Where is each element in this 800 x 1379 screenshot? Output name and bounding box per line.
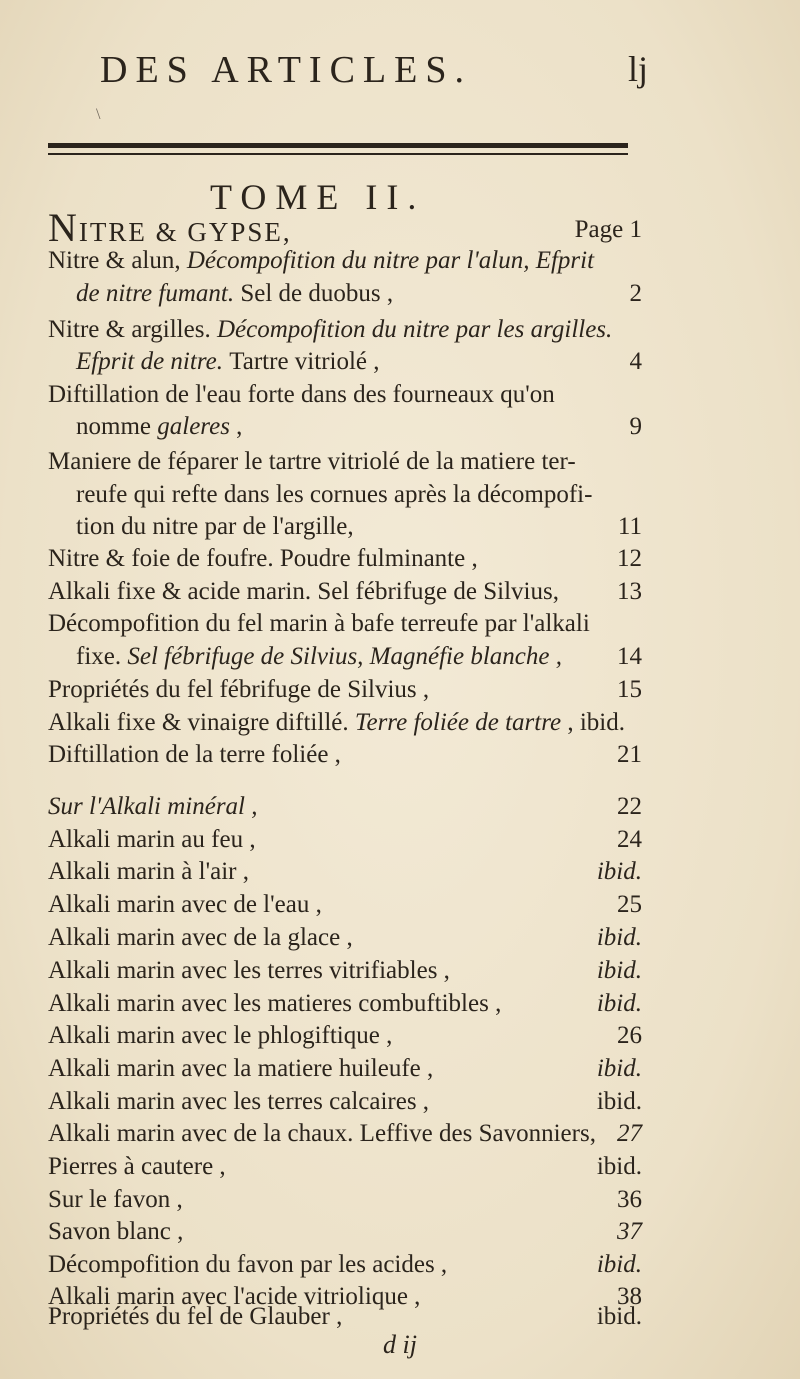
page-folio: lj (628, 49, 649, 89)
toc-entry-text: Alkali marin avec les terres calcaires , (48, 1088, 430, 1115)
toc-entry (0, 445, 800, 479)
running-head: DES ARTICLES. (100, 49, 472, 91)
toc-entry-text: Alkali marin avec le phlogiftique , (48, 1022, 393, 1049)
toc-entry-text: Diftillation de la terre foliée , (48, 741, 341, 768)
toc-entry (0, 921, 800, 955)
toc-entry (0, 1117, 800, 1151)
toc-entry-text: Nitre & argilles. Décompofition du nitre par les argilles. (48, 316, 613, 343)
toc-entry-text: Alkali marin avec l'acide vitriolique , (48, 1283, 421, 1310)
toc-entry (0, 1150, 800, 1184)
toc-entry (0, 313, 800, 347)
section-title: TOME II. (210, 177, 426, 217)
toc-entry-page: ibid. (596, 858, 642, 885)
toc-entry-text: Décompofition du fel marin à bafe terreufe par l'alkali (48, 610, 590, 637)
toc-entry-page: 15 (617, 676, 642, 703)
toc-entry-text: Sur le favon , (48, 1186, 183, 1213)
toc-entry-text: Alkali fixe & vinaigre diftillé. Terre foliée de tartre , ibid. (48, 709, 626, 736)
toc-entry-page: 38 (617, 1283, 642, 1310)
toc-entry-text: Diftillation de l'eau forte dans des fourneaux qu'on (48, 381, 555, 408)
toc-entry (0, 478, 800, 512)
toc-entry (0, 1085, 800, 1119)
toc-entry-page: ibid. (596, 1055, 642, 1082)
toc-entry-text: Propriétés du fel fébrifuge de Silvius , (48, 676, 430, 703)
toc-entry-text: fixe. Sel fébrifuge de Silvius, Magnéfie blanche , (76, 643, 562, 670)
toc-entry-text: Sur l'Alkali minéral , (48, 793, 258, 820)
toc-entry (0, 738, 800, 772)
toc-entry (0, 954, 800, 988)
toc-entry (0, 410, 800, 444)
toc-entry (0, 1052, 800, 1086)
toc-entry-page: 26 (617, 1022, 642, 1049)
toc-entry (0, 205, 800, 250)
toc-entry-text: reufe qui refte dans les cornues après la décompofi- (76, 481, 593, 508)
toc-entry (0, 607, 800, 641)
toc-entry (0, 706, 800, 740)
toc-entry-page: 12 (617, 545, 642, 572)
toc-entry (0, 277, 800, 311)
toc-entry (0, 378, 800, 412)
toc-entry (0, 823, 800, 857)
toc-entry-text: Alkali marin au feu , (48, 826, 256, 853)
toc-entry (0, 1183, 800, 1217)
toc-entry-page: ibid. (596, 1303, 642, 1330)
toc-entry-page: 4 (629, 348, 642, 375)
toc-entry-page: 27 (617, 1120, 642, 1147)
toc-entry (0, 1019, 800, 1053)
toc-entry (0, 1248, 800, 1282)
toc-entry (0, 542, 800, 576)
toc-entry-page: ibid. (596, 957, 642, 984)
toc-entry-text: Alkali marin avec de la glace , (48, 924, 353, 951)
toc-entry-page: 13 (617, 578, 642, 605)
toc-entry-text: Savon blanc , (48, 1218, 184, 1245)
toc-entry (0, 1300, 800, 1334)
toc-entry-text: de nitre fumant. Sel de duobus , (76, 280, 394, 307)
toc-entry-text: NITRE & GYPSE, (48, 205, 292, 250)
toc-entry-text: Alkali marin avec de la chaux. Leffive des Savonniers, (48, 1120, 596, 1147)
toc-entry-text: Nitre & alun, Décompofition du nitre par l'alun, Efprit (48, 247, 595, 274)
toc-entry-text: Alkali fixe & acide marin. Sel fébrifuge de Silvius, (48, 578, 559, 605)
toc-entry (0, 855, 800, 889)
toc-entry-page: ibid. (596, 1251, 642, 1278)
toc-entry (0, 345, 800, 379)
toc-entry (0, 244, 800, 278)
toc-entry-page: 2 (629, 280, 642, 307)
toc-entry-text: Maniere de féparer le tartre vitriolé de la matiere ter- (48, 448, 576, 475)
toc-entry-text: Alkali marin avec de l'eau , (48, 891, 322, 918)
toc-entry-page: 21 (617, 741, 642, 768)
toc-entry (0, 575, 800, 609)
toc-entry-page: 9 (629, 413, 642, 440)
toc-entry-text: Efprit de nitre. Tartre vitriolé , (76, 348, 380, 375)
toc-entry-page: ibid. (596, 990, 642, 1017)
toc-entry (0, 640, 800, 674)
toc-entry-text: Propriétés du fel de Glauber , (48, 1303, 343, 1330)
toc-entry-page: 37 (617, 1218, 642, 1245)
toc-entry (0, 1215, 800, 1249)
toc-entry-page: Page 1 (574, 216, 642, 243)
drop-cap: N (48, 205, 79, 250)
toc-entry-text: Alkali marin avec les matieres combuftibles , (48, 990, 502, 1017)
printer-mark: \ (96, 106, 101, 123)
toc-entry-text: Pierres à cautere , (48, 1153, 226, 1180)
toc-entry (0, 510, 800, 544)
toc-entry-page: ibid. (596, 1153, 642, 1180)
toc-entry-text: Alkali marin avec les terres vitrifiables , (48, 957, 450, 984)
toc-entry-page: ibid. (596, 1088, 642, 1115)
toc-entry-page: 22 (617, 793, 642, 820)
toc-entry (0, 888, 800, 922)
toc-entry (0, 790, 800, 824)
toc-entry-text: nomme galeres , (76, 413, 243, 440)
toc-entry-text: Alkali marin à l'air , (48, 858, 249, 885)
signature-mark: d ij (383, 1330, 417, 1359)
toc-entry-text: Nitre & foie de foufre. Poudre fulminante , (48, 545, 478, 572)
toc-entry (0, 673, 800, 707)
toc-entry-page: ibid. (596, 924, 642, 951)
toc-entry (0, 987, 800, 1021)
toc-entry-page: 11 (617, 513, 642, 540)
toc-entry-page: 14 (617, 643, 642, 670)
toc-entry-text: Alkali marin avec la matiere huileufe , (48, 1055, 434, 1082)
toc-entry-page: 25 (617, 891, 642, 918)
toc-entry-page: 36 (617, 1186, 642, 1213)
toc-entry-page: 24 (617, 826, 642, 853)
toc-entry-text: tion du nitre par de l'argille, (76, 513, 354, 540)
toc-entry-text: Décompofition du favon par les acides , (48, 1251, 448, 1278)
